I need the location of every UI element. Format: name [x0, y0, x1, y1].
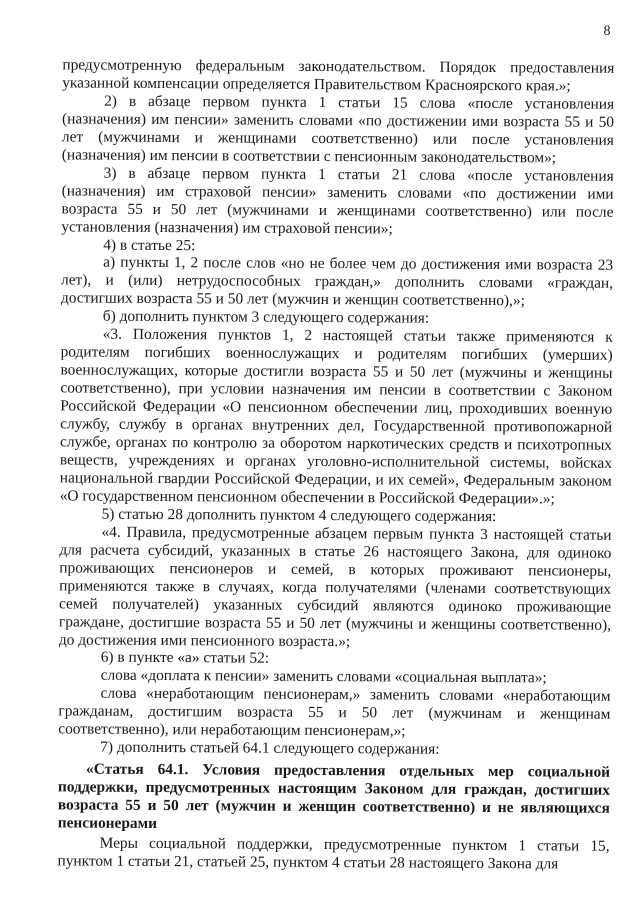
paragraph-item-6-words-1: слова «доплата к пенсии» заменить словами «социальная выплата»;	[100, 667, 547, 687]
paragraph-item-4a: а) пункты 1, 2 после слов «но не более чем до достижения ими возраста 23 лет), и (или) нетрудоспособных граждан,» дополнить словами «граждан, достигших возраста 55 и 50 лет (мужчин и женщин соответственно),»;	[60, 254, 614, 310]
paragraph-item-6-words-2: слова «неработающим пенсионерам,» заменить словами «неработающим гражданам, достигшим возраста 55 и 50 лет (мужчинам и женщинам соответственно), или неработающим пенсионерам,»;	[58, 685, 611, 740]
paragraph-item-3: 3) в абзаце первом пункта 1 статьи 21 слова «после установления (назначения) им страховой пенсии» заменить словами «по достижении ими возраста 55 и 50 лет (мужчинами и женщинами соответственно) или после установления (назначения) им страховой пенсии»;	[61, 164, 614, 238]
paragraph-quote-point-4: «4. Правила, предусмотренные абзацем первым пункта 3 настоящей статьи для расчета субсидий, указанных в статье 26 настоящего Закона, для одиноко проживающих пенсионеров и семей, в которых проживают пенсионеры, применяются также в случаях, когда получателями (членами соответствующих семей получателей) указанных субсидий являются одиноко проживающие граждане, достигшие возраста 55 и 50 лет (мужчины и женщины соответственно), до достижения ими пенсионного возраста.»;	[58, 523, 612, 650]
article-64-1-heading: «Статья 64.1. Условия предоставления отдельных мер социальной поддержки, предусмотренных настоящим Законом для граждан, достигших возраста 55 и 50 лет (мужчин и женщин соответственно) и не являющихся пенсионерами	[57, 760, 611, 833]
paragraph-continuation: предусмотренную федеральным законодательством. Порядок предоставления указанной компенсации определяется Правительством Красноярского края.»;	[62, 56, 615, 95]
document-body	[57, 56, 614, 873]
paragraph-item-7: 7) дополнить статьей 64.1 следующего содержания:	[100, 738, 440, 758]
paragraph-item-4b: б) дополнить пунктом 3 следующего содержания:	[102, 308, 430, 328]
paragraph-item-5: 5) статью 28 дополнить пунктом 4 следующего содержания:	[101, 505, 497, 525]
paragraph-quote-point-3: «3. Положения пунктов 1, 2 настоящей статьи также применяются к родителям погибших военнослужащих и родителям погибших (умерших) военнослужащих, которые достигли возраста 55 и 50 лет (мужчины и женщины соответственно), при условии назначения им пенсии в соответствии с Законом Российской Федерации «О пенсионном обеспечении лиц, проходивших военную службу, службу в органах внутренних дел, Государственной противопожарной службе, органах по контролю за оборотом наркотических средств и психотропных веществ, учреждениях и органах уголовно-исполнительной системы, войсках национальной гвардии Российской Федерации, и их семей», Федеральным законом «О государственном пенсионном обеспечении в Российской Федерации».»;	[59, 325, 613, 508]
article-64-1-body: Меры социальной поддержки, предусмотренные пунктом 1 статьи 15, пунктом 1 статьи 21, статьей 25, пунктом 4 статьи 28 настоящего Закона для	[57, 834, 610, 873]
paragraph-item-2: 2) в абзаце первом пункта 1 статьи 15 слова «после установления (назначения) им пенсии» заменить словами «по достижении ими возраста 55 и 50 лет (мужчинами и женщинами соответственно) или после установления (назначения) им пенсии в соответствии с пенсионным законодательством»;	[61, 92, 615, 167]
paragraph-item-6: 6) в пункте «а» статьи 52:	[100, 649, 270, 668]
paragraph-item-4: 4) в статье 25:	[103, 236, 196, 254]
page-number: 8	[603, 23, 611, 39]
